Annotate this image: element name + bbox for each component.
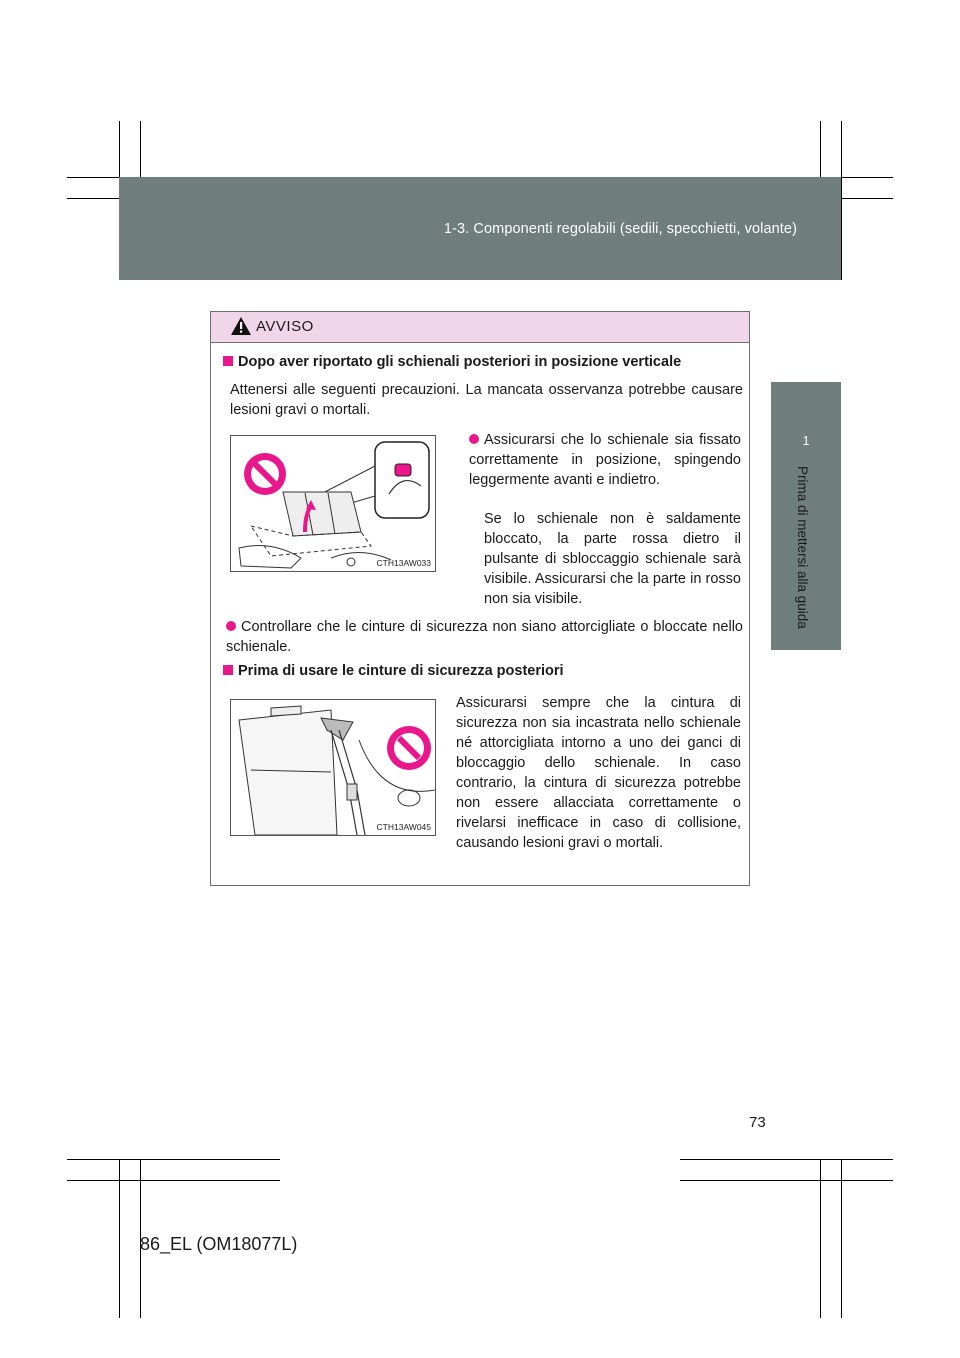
chapter-label [786,466,820,726]
round-bullet-icon [469,434,479,444]
warning-header [211,312,749,343]
square-bullet-icon [223,665,233,675]
chapter-number: 1 [802,433,810,448]
crop-mark [841,1159,842,1318]
chapter-title: Prima di mettersi alla guida [795,466,810,629]
section-title: 1-3. Componenti regolabili (sedili, specchietti, volante) [443,221,797,237]
square-bullet-icon [223,356,233,366]
crop-mark [119,1159,120,1318]
bullet-continuation: Se lo schienale non è saldamente bloccato, la parte rossa dietro il pulsante di sbloccaggio schienale sarà visibile. Assicurarsi che la parte in rosso non sia visibile. [484,511,741,607]
page-number: 73 [749,1114,766,1131]
warning-box [210,311,750,886]
model-code: 86_EL (OM18077L) [140,1234,298,1254]
figure-code: CTH13AW045 [376,822,431,832]
bullet-text: Controllare che le cinture di sicurezza non siano attorcigliate o bloccate nello schienale. [226,619,743,655]
crop-mark [67,1159,280,1160]
warning-title: AVVISO [256,318,314,335]
bullet-text: Assicurarsi che lo schienale sia fissato correttamente in posizione, spingendo leggermente avanti e indietro. [469,432,741,488]
crop-mark [680,1180,893,1181]
crop-mark [841,121,842,280]
seatbelt-illustration [231,700,435,835]
section-heading: Dopo aver riportato gli schienali posteriori in posizione verticale [223,354,743,370]
crop-mark [820,1159,821,1318]
warning-triangle-icon [230,316,252,336]
seatback-illustration [231,436,435,571]
round-bullet-icon [226,621,236,631]
figure-code: CTH13AW033 [376,558,431,568]
intro-text: Attenersi alle seguenti precauzioni. La mancata osservanza potrebbe causare lesioni gravi o mortali. [230,382,743,418]
seatback-figure [230,435,436,572]
crop-mark [680,1159,893,1160]
section-heading: Prima di usare le cinture di sicurezza posteriori [223,663,743,679]
header-band [119,177,841,280]
crop-mark [67,1180,280,1181]
seatbelt-text: Assicurarsi sempre che la cintura di sicurezza non sia incastrata nello schienale né attorcigliata intorno a uno dei ganci di bloccaggio dello schienale. In caso contrario, la cintura di sicurezza potrebbe non essere allacciata correttamente o rivelarsi inefficace in caso di collisione, causando lesioni gravi o mortali. [456,695,741,851]
seatbelt-figure [230,699,436,836]
